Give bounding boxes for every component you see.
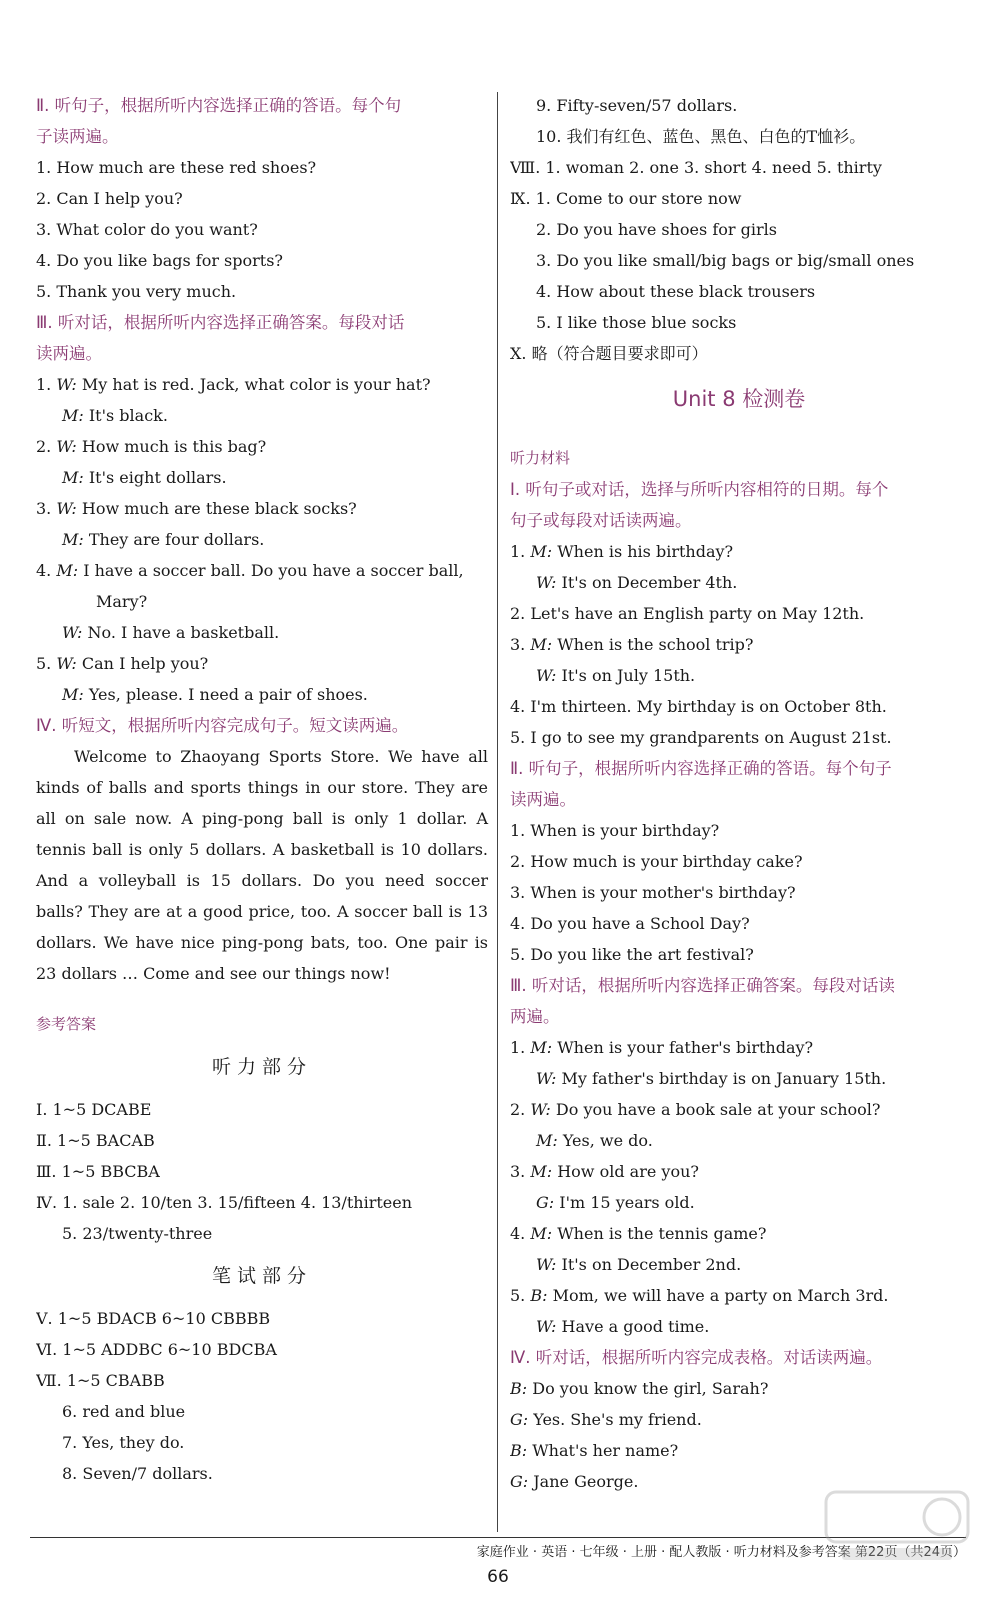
dialog-text: It's eight dollars. (88, 468, 227, 487)
dialog-line (510, 1280, 968, 1311)
list-item: 3. When is your mother's birthday? (510, 883, 796, 902)
speaker-label: B: (530, 1286, 553, 1305)
dialog-text: Mary? (96, 592, 148, 611)
dialog-text: I'm thirteen. My birthday is on October 8th. (530, 697, 887, 716)
dialog-line (36, 555, 488, 586)
watermark-logo-icon (822, 1486, 972, 1566)
dialog-text: Let's have an English party on May 12th. (530, 604, 865, 623)
speaker-label: M: (530, 1038, 558, 1057)
list-item: 1. When is your birthday? (510, 821, 720, 840)
section-heading: Ⅱ. 听句子，根据所听内容选择正确的答语。每个句 (36, 96, 402, 115)
dialog-text: Do you know the girl, Sarah? (532, 1379, 769, 1398)
dialog-line (510, 691, 968, 722)
dialog-line (510, 536, 968, 567)
listening-part-title: 听力部分 (211, 1056, 312, 1078)
dialog-line (36, 524, 488, 555)
dialog-line (36, 586, 488, 617)
dialog-text: They are four dollars. (88, 530, 265, 549)
list-item: 4. Do you like bags for sports? (36, 251, 284, 270)
section-heading-cont: 两遍。 (510, 1007, 560, 1026)
item-number: 1. (36, 375, 57, 394)
answer-line: Ⅷ. 1. woman 2. one 3. short 4. need 5. thirty (510, 158, 882, 177)
dialog-text: Mom, we will have a party on March 3rd. (552, 1286, 889, 1305)
dialog-line (510, 1249, 968, 1280)
dialog-list (510, 536, 968, 753)
list-item: 1. How much are these red shoes? (36, 158, 317, 177)
dialog-list (36, 369, 488, 710)
list-item: 4. Do you have a School Day? (510, 914, 750, 933)
item-number: 2. (510, 604, 531, 623)
dialog-line (510, 660, 968, 691)
dialog-text: It's on December 4th. (561, 573, 738, 592)
dialog-line (36, 493, 488, 524)
dialog-text: Have a good time. (561, 1317, 710, 1336)
dialog-line (510, 1094, 968, 1125)
list-item: 2. How much is your birthday cake? (510, 852, 803, 871)
dialog-text: When is his birthday? (557, 542, 734, 561)
speaker-label: W: (56, 437, 82, 456)
item-number: 5. (510, 1286, 531, 1305)
dialog-line (36, 400, 488, 431)
dialog-text: I'm 15 years old. (559, 1193, 695, 1212)
dialog-line (36, 431, 488, 462)
speaker-label: B: (510, 1441, 533, 1460)
dialog-text: It's black. (88, 406, 168, 425)
dialog-list (510, 1373, 968, 1497)
answer-line: 5. I like those blue socks (536, 313, 737, 332)
speaker-label: M: (530, 542, 558, 561)
dialog-line (36, 462, 488, 493)
speaker-label: W: (530, 1100, 556, 1119)
speaker-label: M: (62, 468, 89, 487)
dialog-line (510, 1404, 968, 1435)
dialog-line (510, 1032, 968, 1063)
answer-line: Ⅹ. 略（符合题目要求即可） (510, 344, 708, 363)
speaker-label: W: (536, 1317, 562, 1336)
right-column (510, 90, 968, 1497)
item-number: 5. (510, 728, 531, 747)
dialog-line (36, 679, 488, 710)
answer-line: 9. Fifty-seven/57 dollars. (536, 96, 738, 115)
dialog-text: Yes, we do. (562, 1131, 653, 1150)
dialog-line (510, 629, 968, 660)
answer-line: 6. red and blue (62, 1402, 186, 1421)
answer-line: Ⅰ. 1~5 DCABE (36, 1100, 152, 1119)
item-number: 1. (510, 542, 531, 561)
speaker-label: B: (510, 1379, 533, 1398)
answer-line: Ⅵ. 1~5 ADDBC 6~10 BDCBA (36, 1340, 277, 1359)
dialog-text: My father's birthday is on January 15th. (561, 1069, 887, 1088)
item-number: 2. (510, 1100, 531, 1119)
dialog-text: It's on July 15th. (561, 666, 696, 685)
section-heading-cont: 句子或每段对话读两遍。 (510, 511, 692, 530)
answer-line: Ⅲ. 1~5 BBCBA (36, 1162, 160, 1181)
item-number: 5. (36, 654, 57, 673)
item-number: 3. (510, 635, 531, 654)
dialog-text: I go to see my grandparents on August 21st. (530, 728, 892, 747)
speaker-label: M: (62, 530, 89, 549)
list-item: 2. Can I help you? (36, 189, 183, 208)
answer-line: Ⅴ. 1~5 BDACB 6~10 CBBBB (36, 1309, 271, 1328)
dialog-line (510, 1063, 968, 1094)
speaker-label: M: (536, 1131, 563, 1150)
passage: Welcome to Zhaoyang Sports Store. We have all kinds of balls and sports things in our store. They are all on sale now. A ping-pong ball is only 1 dollar. A tennis ball is only 5 dollars. A basketball is 10 dollars. And a volleyball is 15 dollars. Do you need soccer balls? They are at a good price, too. A soccer ball is 13 dollars. We have nice ping-pong bats, too. One pair is 23 dollars … Come and see our things now! (36, 747, 488, 983)
answer-line: 3. Do you like small/big bags or big/small ones (536, 251, 915, 270)
dialog-text: How old are you? (557, 1162, 699, 1181)
answers-label: 参考答案 (36, 1015, 97, 1033)
answer-line: 5. 23/twenty-three (62, 1224, 213, 1243)
item-number: 3. (36, 499, 57, 518)
section-heading-cont: 读两遍。 (510, 790, 576, 809)
speaker-label: M: (62, 406, 89, 425)
page-footer: 家庭作业 · 英语 · 七年级 · 上册 · 配人教版 · 听力材料及参考答案 第22页（共24页） (476, 1545, 966, 1560)
dialog-text: Jane George. (533, 1472, 639, 1491)
column-divider (497, 92, 498, 1532)
dialog-text: It's on December 2nd. (561, 1255, 742, 1274)
section-heading: Ⅳ. 听对话，根据所听内容完成表格。对话读两遍。 (510, 1348, 883, 1367)
dialog-text: What's her name? (532, 1441, 679, 1460)
unit-title: Unit 8 检测卷 (672, 387, 806, 411)
dialog-line (36, 617, 488, 648)
section-heading: Ⅱ. 听句子，根据所听内容选择正确的答语。每个句子 (510, 759, 892, 778)
dialog-text: My hat is red. Jack, what color is your hat? (81, 375, 431, 394)
speaker-label: M: (62, 685, 89, 704)
answer-line: Ⅶ. 1~5 CBABB (36, 1371, 165, 1390)
speaker-label: M: (530, 1224, 558, 1243)
section-heading: Ⅳ. 听短文，根据所听内容完成句子。短文读两遍。 (36, 716, 409, 735)
dialog-line (510, 1156, 968, 1187)
dialog-line (36, 369, 488, 400)
listening-material-label: 听力材料 (510, 449, 571, 467)
answer-line: Ⅸ. 1. Come to our store now (510, 189, 742, 208)
speaker-label: G: (510, 1410, 534, 1429)
dialog-text: Do you have a book sale at your school? (555, 1100, 881, 1119)
speaker-label: W: (536, 1069, 562, 1088)
item-number: 3. (510, 1162, 531, 1181)
dialog-text: Yes, please. I need a pair of shoes. (88, 685, 368, 704)
list-item: 5. Do you like the art festival? (510, 945, 754, 964)
dialog-line (510, 1373, 968, 1404)
speaker-label: M: (530, 635, 558, 654)
speaker-label: W: (56, 654, 82, 673)
item-number: 4. (510, 1224, 531, 1243)
dialog-text: How much are these black socks? (81, 499, 357, 518)
speaker-label: M: (530, 1162, 558, 1181)
item-number: 4. (510, 697, 531, 716)
written-part-title: 笔试部分 (211, 1265, 312, 1287)
speaker-label: G: (536, 1193, 560, 1212)
dialog-line (510, 1187, 968, 1218)
page-number: 66 (487, 1567, 509, 1587)
speaker-label: W: (536, 1255, 562, 1274)
item-number: 2. (36, 437, 57, 456)
dialog-text: When is your father's birthday? (557, 1038, 814, 1057)
speaker-label: W: (56, 499, 82, 518)
answer-line: 2. Do you have shoes for girls (536, 220, 777, 239)
answer-line: 8. Seven/7 dollars. (62, 1464, 213, 1483)
section-heading: Ⅲ. 听对话，根据所听内容选择正确答案。每段对话 (36, 313, 405, 332)
dialog-text: When is the school trip? (557, 635, 754, 654)
dialog-text: Can I help you? (81, 654, 209, 673)
dialog-line (510, 1435, 968, 1466)
answer-line: 7. Yes, they do. (62, 1433, 185, 1452)
dialog-text: How much is this bag? (81, 437, 267, 456)
dialog-list (510, 1032, 968, 1342)
speaker-label: W: (536, 666, 562, 685)
list-item: 3. What color do you want? (36, 220, 258, 239)
dialog-line (510, 722, 968, 753)
dialog-text: Yes. She's my friend. (533, 1410, 702, 1429)
dialog-line (510, 598, 968, 629)
dialog-line (510, 1311, 968, 1342)
dialog-text: When is the tennis game? (557, 1224, 767, 1243)
section-heading-cont: 子读两遍。 (36, 127, 119, 146)
answer-line: Ⅱ. 1~5 BACAB (36, 1131, 155, 1150)
dialog-line (510, 1125, 968, 1156)
answer-line: 10. 我们有红色、蓝色、黑色、白色的T恤衫。 (536, 127, 866, 146)
dialog-line (510, 567, 968, 598)
answer-line: 4. How about these black trousers (536, 282, 816, 301)
dialog-line (36, 648, 488, 679)
speaker-label: M: (56, 561, 84, 580)
section-heading: Ⅰ. 听句子或对话，选择与所听内容相符的日期。每个 (510, 480, 889, 499)
speaker-label: W: (56, 375, 82, 394)
item-number: 1. (510, 1038, 531, 1057)
item-number: 4. (36, 561, 57, 580)
dialog-text: No. I have a basketball. (87, 623, 280, 642)
speaker-label: W: (536, 573, 562, 592)
dialog-text: I have a soccer ball. Do you have a soccer ball, (83, 561, 464, 580)
dialog-line (510, 1218, 968, 1249)
left-column (36, 90, 488, 1489)
section-heading-cont: 读两遍。 (36, 344, 102, 363)
speaker-label: G: (510, 1472, 534, 1491)
answer-line: Ⅳ. 1. sale 2. 10/ten 3. 15/fifteen 4. 13/thirteen (36, 1193, 413, 1212)
list-item: 5. Thank you very much. (36, 282, 237, 301)
section-heading: Ⅲ. 听对话，根据所听内容选择正确答案。每段对话读 (510, 976, 895, 995)
speaker-label: W: (62, 623, 88, 642)
